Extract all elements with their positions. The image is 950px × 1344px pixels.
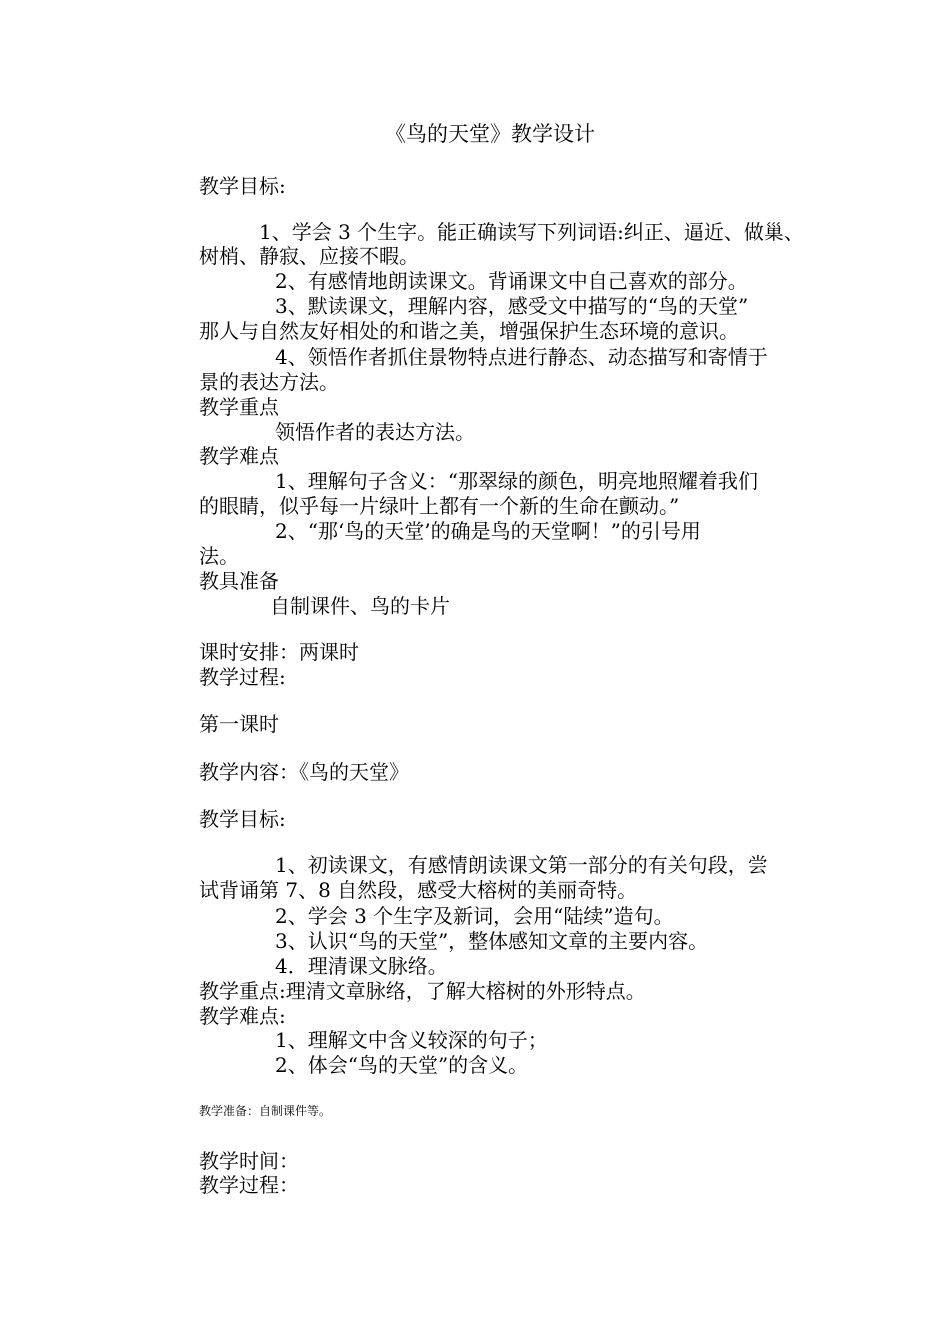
- focus-heading: 教学重点: [199, 395, 279, 419]
- tools-text: 自制课件、鸟的卡片: [270, 594, 450, 618]
- content-line: 教学内容：《鸟的天堂》: [199, 760, 409, 784]
- lesson-goal-2: 2、学会 3 个生字及新词，会用“陆续”造句。: [275, 904, 674, 928]
- difficulty-2-line-2: 法。: [199, 544, 239, 568]
- process-2-heading: 教学过程：: [199, 1173, 299, 1197]
- goal-3-line-2: 那人与自然友好相处的和谐之美，增强保护生态环境的意识。: [199, 319, 739, 343]
- focus-text: 领悟作者的表达方法。: [275, 420, 475, 444]
- lesson-goal-4: 4．理清课文脉络。: [275, 954, 448, 978]
- process-heading: 教学过程:: [199, 665, 286, 689]
- lesson-goal-1-line-1: 1、初读课文，有感情朗读课文第一部分的有关句段，尝: [275, 853, 768, 877]
- focus-2-line: 教学重点:理清文章脉络，了解大榕树的外形特点。: [199, 979, 646, 1003]
- goal-4-line-2: 景的表达方法。: [199, 370, 339, 394]
- difficulty-2-line-1: 2、“那‘鸟的天堂’的确是鸟的天堂啊！”的引号用: [275, 519, 701, 543]
- lesson-difficulty-1: 1、理解文中含义较深的句子；: [275, 1028, 548, 1052]
- document-title: 《鸟的天堂》教学设计: [385, 122, 595, 146]
- lesson-goal-1-line-2: 试背诵第 7、8 自然段，感受大榕树的美丽奇特。: [199, 878, 638, 902]
- difficulty-heading: 教学难点: [199, 444, 279, 468]
- schedule-line: 课时安排：两课时: [199, 640, 359, 664]
- goal-2: 2、有感情地朗读课文。背诵课文中自己喜欢的部分。: [275, 269, 748, 293]
- goal-4-line-1: 4、领悟作者抓住景物特点进行静态、动态描写和寄情于: [275, 345, 768, 369]
- lesson-1-heading: 第一课时: [199, 712, 279, 736]
- goals-heading: 教学目标:: [199, 174, 286, 198]
- time-heading: 教学时间：: [199, 1149, 299, 1173]
- lesson-goal-3: 3、认识“鸟的天堂”，整体感知文章的主要内容。: [275, 929, 709, 953]
- preparation-line: 教学准备：自制课件等。: [199, 1104, 332, 1118]
- goal-3-line-1: 3、默读课文，理解内容，感受文中描写的“鸟的天堂”: [275, 294, 749, 318]
- lesson-difficulty-2: 2、体会“鸟的天堂”的含义。: [275, 1053, 529, 1077]
- goals-2-heading: 教学目标:: [199, 807, 286, 831]
- difficulty-1-line-2: 的眼睛，似乎每一片绿叶上都有一个新的生命在颤动。”: [199, 494, 680, 518]
- goal-1-line-2: 树梢、静寂、应接不暇。: [199, 244, 419, 268]
- tools-heading: 教具准备: [199, 569, 279, 593]
- difficulty-1-line-1: 1、理解句子含义：“那翠绿的颜色，明亮地照耀着我们: [275, 469, 758, 493]
- difficulty-2-heading: 教学难点:: [199, 1004, 286, 1028]
- goal-1-line-1: 1、学会 3 个生字。能正确读写下列词语:纠正、逼近、做巢、: [259, 220, 804, 244]
